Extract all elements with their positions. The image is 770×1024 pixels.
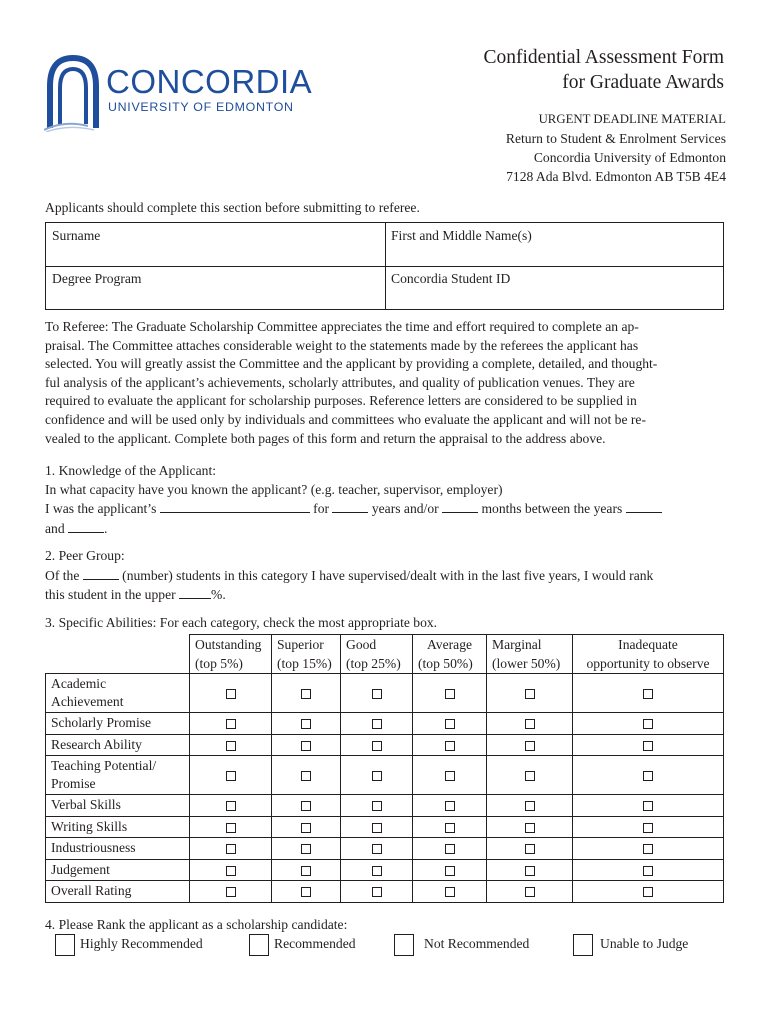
row-label: Academic Achievement [46,674,190,713]
rating-checkbox[interactable] [525,771,535,781]
rating-checkbox[interactable] [372,689,382,699]
rating-checkbox[interactable] [643,887,653,897]
rating-checkbox[interactable] [301,689,311,699]
degree-program-field[interactable]: Degree Program [52,271,142,286]
col-inadequate: Inadequate opportunity to observe [573,635,724,674]
rating-checkbox[interactable] [301,823,311,833]
rating-checkbox[interactable] [525,844,535,854]
rating-checkbox[interactable] [445,844,455,854]
rating-checkbox[interactable] [226,844,236,854]
col-marginal: Marginal (lower 50%) [487,635,573,674]
recommended-label: Recommended [274,936,356,951]
rating-checkbox[interactable] [372,801,382,811]
highly-recommended-checkbox[interactable] [55,934,75,956]
rating-checkbox[interactable] [226,866,236,876]
rating-checkbox[interactable] [301,741,311,751]
rating-checkbox[interactable] [301,719,311,729]
deadline-notice: URGENT DEADLINE MATERIAL [538,112,726,126]
applicant-info-table [45,222,724,310]
row-label: Verbal Skills [46,795,190,817]
rating-checkbox[interactable] [643,689,653,699]
title-line-2: for Graduate Awards [562,72,724,93]
rating-checkbox[interactable] [445,741,455,751]
rating-checkbox[interactable] [226,719,236,729]
paragraph-line: selected. You will greatly assist the Committee and the applicant by providing a complete, detailed, and thought- [45,356,658,372]
rating-checkbox[interactable] [445,823,455,833]
col-average: Average (top 50%) [413,635,487,674]
abilities-table [45,634,724,903]
rating-checkbox[interactable] [301,844,311,854]
student-id-field[interactable]: Concordia Student ID [391,271,511,286]
logo [44,54,324,134]
rating-checkbox[interactable] [643,771,653,781]
unable-to-judge-checkbox[interactable] [573,934,593,956]
applicant-instruction: Applicants should complete this section before submitting to referee. [45,200,420,215]
table-row [46,756,724,795]
rating-checkbox[interactable] [372,887,382,897]
rating-checkbox[interactable] [445,866,455,876]
rating-checkbox[interactable] [643,719,653,729]
highly-recommended-label: Highly Recommended [80,936,203,951]
rating-checkbox[interactable] [525,887,535,897]
table-row [46,713,724,735]
rating-checkbox[interactable] [226,823,236,833]
referee-instructions [45,318,735,448]
rating-checkbox[interactable] [525,689,535,699]
row-label: Scholarly Promise [46,713,190,735]
years-blank[interactable] [332,499,368,513]
rating-checkbox[interactable] [226,801,236,811]
paragraph-line: confidence and will be used only by individuals and committees who evaluate the applicant and will not be re- [45,411,646,427]
paragraph-line: To Referee: The Graduate Scholarship Committee appreciates the time and effort required to complete an ap- [45,319,639,334]
recommended-checkbox[interactable] [249,934,269,956]
rating-checkbox[interactable] [445,771,455,781]
not-recommended-label: Not Recommended [424,936,530,951]
return-address [506,110,726,186]
logo-name: CONCORDIA [106,63,313,100]
row-label: Writing Skills [46,816,190,838]
rating-checkbox[interactable] [226,887,236,897]
row-label: Research Ability [46,734,190,756]
start-year-blank[interactable] [626,499,662,513]
table-row [46,859,724,881]
rating-checkbox[interactable] [643,844,653,854]
not-recommended-checkbox[interactable] [394,934,414,956]
rating-checkbox[interactable] [445,887,455,897]
first-middle-name-field[interactable]: First and Middle Name(s) [391,228,532,243]
rating-checkbox[interactable] [525,823,535,833]
rating-checkbox[interactable] [643,823,653,833]
paragraph-line: ful analysis of the applicant’s achievements, scholarly attributes, and quality of publication venues. They are [45,374,635,390]
paragraph-line: vealed to the applicant. Complete both pages of this form and return the appraisal to the address above. [45,430,606,446]
table-row [46,838,724,860]
rating-checkbox[interactable] [643,866,653,876]
abilities-header-row [46,635,724,674]
rating-checkbox[interactable] [301,771,311,781]
student-number-blank[interactable] [83,566,119,580]
table-row [46,734,724,756]
question-1: 1. Knowledge of the Applicant: In what capacity have you known the applicant? (e.g. teacher, supervisor, employer) I was the applicant’s for years and/or months between the years and . [45,462,735,538]
row-label: Industriousness [46,838,190,860]
end-year-blank[interactable] [68,519,104,533]
q4-heading: 4. Please Rank the applicant as a scholarship candidate: [45,917,348,932]
col-good: Good (top 25%) [341,635,413,674]
address-line: 7128 Ada Blvd. Edmonton AB T5B 4E4 [506,169,726,184]
rating-checkbox[interactable] [372,823,382,833]
capacity-blank[interactable] [160,499,310,513]
rating-checkbox[interactable] [226,741,236,751]
rating-checkbox[interactable] [525,719,535,729]
rating-checkbox[interactable] [372,741,382,751]
rating-checkbox[interactable] [372,844,382,854]
unable-to-judge-label: Unable to Judge [600,936,689,951]
rating-checkbox[interactable] [301,887,311,897]
rank-percent-blank[interactable] [179,585,211,599]
rating-checkbox[interactable] [445,801,455,811]
concordia-arch-icon [44,54,102,132]
rating-checkbox[interactable] [525,866,535,876]
rating-checkbox[interactable] [226,689,236,699]
rating-checkbox[interactable] [372,866,382,876]
rating-checkbox[interactable] [226,771,236,781]
address-line: Concordia University of Edmonton [533,150,726,165]
table-row [46,674,724,713]
row-label: Teaching Potential/ Promise [46,756,190,795]
paragraph-line: praisal. The Committee attaches considerable weight to the statements made by the referees the applicant has [45,337,639,353]
table-row [46,881,724,903]
rating-checkbox[interactable] [525,801,535,811]
table-row [46,795,724,817]
paragraph-line: required to evaluate the applicant for scholarship purposes. Reference letters are considered to be supplied in [45,393,637,409]
rating-checkbox[interactable] [445,689,455,699]
q2-heading: 2. Peer Group: [45,548,125,563]
q1-question: In what capacity have you known the applicant? (e.g. teacher, supervisor, employer) [45,481,503,497]
rating-checkbox[interactable] [643,741,653,751]
surname-field[interactable]: Surname [52,228,101,243]
q3-heading: 3. Specific Abilities: For each category, check the most appropriate box. [45,615,438,630]
rating-checkbox[interactable] [372,719,382,729]
rating-checkbox[interactable] [643,801,653,811]
question-2: 2. Peer Group: Of the (number) students in this category I have supervised/dealt with in the last five years, I would rank this student in the upper %. [45,547,745,605]
row-label: Judgement [46,859,190,881]
title-line-1: Confidential Assessment Form [483,47,724,68]
col-superior: Superior (top 15%) [272,635,341,674]
rating-checkbox[interactable] [301,801,311,811]
form-title [484,45,725,95]
address-line: Return to Student & Enrolment Services [505,131,726,146]
row-label: Overall Rating [46,881,190,903]
rating-checkbox[interactable] [372,771,382,781]
rating-checkbox[interactable] [525,741,535,751]
table-row [46,816,724,838]
logo-subtitle: UNIVERSITY OF EDMONTON [108,100,294,114]
rating-checkbox[interactable] [445,719,455,729]
months-blank[interactable] [442,499,478,513]
rating-checkbox[interactable] [301,866,311,876]
col-outstanding: Outstanding (top 5%) [190,635,272,674]
q1-heading: 1. Knowledge of the Applicant: [45,463,217,478]
